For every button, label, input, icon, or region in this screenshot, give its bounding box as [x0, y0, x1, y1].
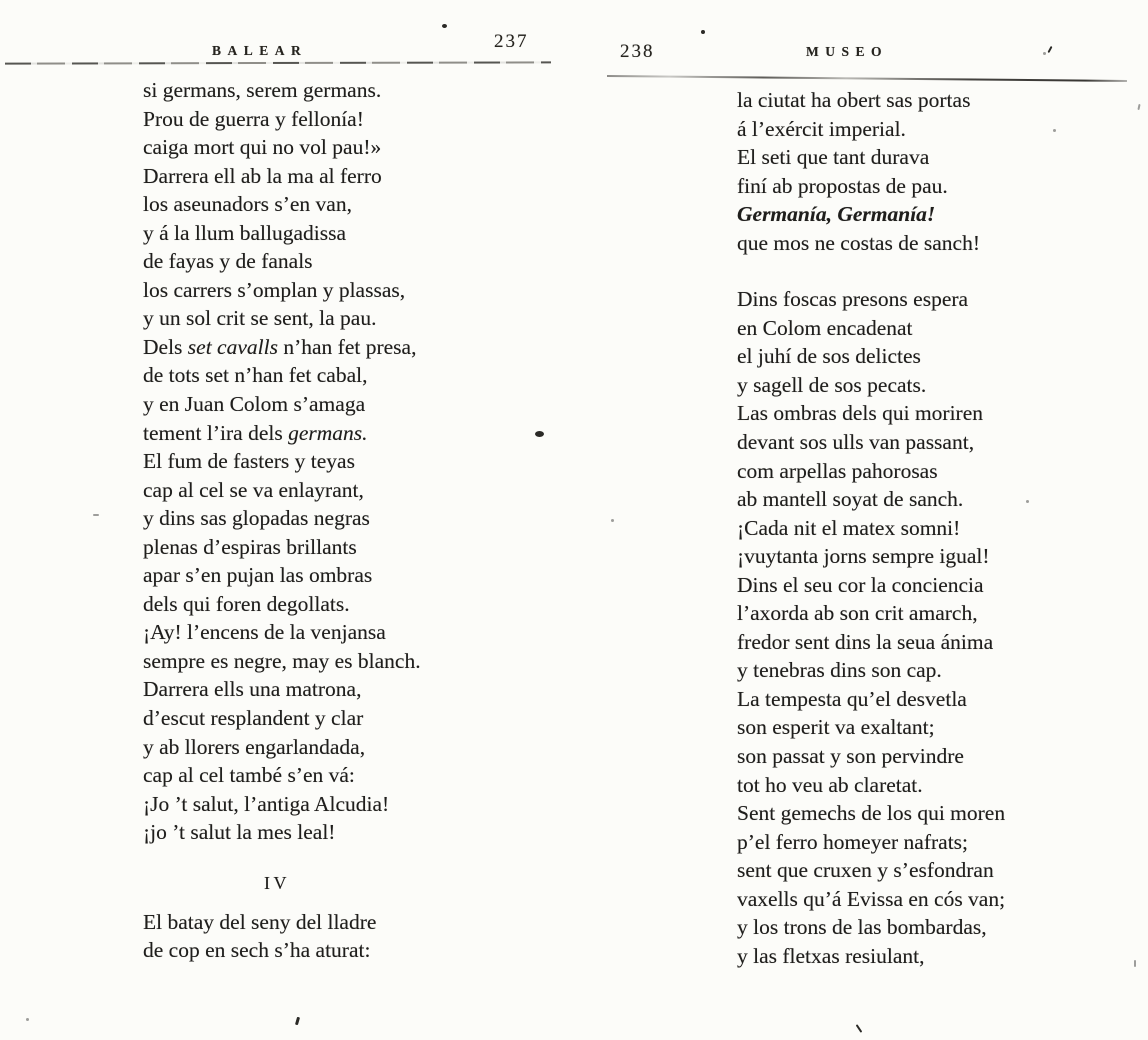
poem-emphasis: germans. — [288, 420, 368, 445]
poem-line — [143, 105, 573, 134]
poem-line — [143, 936, 573, 965]
poem-text: y ab llorers engarlandada, — [143, 734, 366, 759]
left-running-title: BALEAR — [212, 43, 308, 58]
poem-line — [737, 229, 1142, 258]
poem-line — [143, 818, 573, 847]
poem-text: finí ab propostas de pau. — [737, 173, 948, 198]
poem-line — [143, 419, 573, 448]
poem-line — [737, 685, 1142, 714]
section-heading: IV — [264, 872, 290, 893]
poem-line — [143, 276, 573, 305]
poem-text: y dins sas glopadas negras — [143, 506, 370, 531]
poem-emphasis: Germanía, Germanía! — [737, 202, 936, 227]
poem-text: Darrera ell ab la ma al ferro — [143, 163, 382, 188]
poem-text: El fum de fasters y teyas — [143, 449, 355, 474]
poem-text: d’escut resplandent y clar — [143, 706, 364, 731]
poem-line — [737, 856, 1142, 885]
poem-line — [737, 172, 1142, 201]
poem-text: y los trons de las bombardas, — [737, 915, 987, 940]
poem-line — [143, 219, 573, 248]
poem-line — [143, 447, 573, 476]
ink-speck — [442, 24, 447, 28]
ink-speck — [856, 1024, 863, 1033]
poem-text: ab mantell soyat de sanch. — [737, 487, 964, 512]
poem-text: y en Juan Colom s’amaga — [143, 392, 366, 417]
poem-line — [143, 618, 573, 647]
poem-line — [143, 304, 573, 333]
poem-line — [737, 514, 1142, 543]
poem-line — [143, 675, 573, 704]
poem-line — [143, 76, 573, 105]
poem-text: La tempesta qu’el desvetla — [737, 686, 967, 711]
poem-text: si germans, serem germans. — [143, 78, 382, 102]
poem-text: y un sol crit se sent, la pau. — [143, 306, 377, 331]
poem-text: dels qui foren degollats. — [143, 591, 350, 616]
poem-text: Dels — [143, 334, 188, 359]
left-stanza-2 — [143, 908, 573, 965]
poem-text: cap al cel se va enlayrant, — [143, 477, 364, 502]
poem-line — [143, 333, 573, 362]
poem-text: los carrers s’omplan y plassas, — [143, 277, 406, 302]
poem-line — [737, 885, 1142, 914]
poem-line — [737, 314, 1142, 343]
poem-line — [143, 533, 573, 562]
poem-text: sent que cruxen y s’esfondran — [737, 858, 994, 883]
poem-text: ¡jo ’t salut la mes leal! — [143, 820, 336, 845]
right-page-number: 238 — [620, 41, 655, 62]
poem-text: y á la llum ballugadissa — [143, 220, 347, 245]
poem-text: de tots set n’han fet cabal, — [143, 363, 368, 388]
poem-text: tement l’ira dels — [143, 420, 289, 445]
poem-line — [143, 761, 573, 790]
poem-line — [737, 428, 1142, 457]
poem-line — [737, 571, 1142, 600]
poem-line — [143, 190, 573, 219]
poem-line — [143, 504, 573, 533]
poem-line — [737, 913, 1142, 942]
poem-text: ¡vuytanta jorns sempre igual! — [737, 544, 990, 569]
right-header-rule — [607, 75, 1127, 82]
poem-text: cap al cel també s’en vá: — [143, 763, 355, 788]
poem-text: la ciutat ha obert sas portas — [737, 88, 971, 112]
left-header-rule — [5, 61, 551, 64]
poem-text: com arpellas pahorosas — [737, 458, 938, 483]
poem-text: y sagell de sos pecats. — [737, 372, 927, 397]
poem-text: Darrera ells una matrona, — [143, 677, 362, 702]
poem-line — [737, 115, 1142, 144]
poem-line — [143, 704, 573, 733]
poem-text: los aseunadors s’en van, — [143, 192, 352, 217]
poem-line — [737, 599, 1142, 628]
ink-speck — [1026, 500, 1029, 503]
poem-text: y tenebras dins son cap. — [737, 658, 942, 683]
poem-text: sempre es negre, may es blanch. — [143, 648, 421, 673]
right-stanza-1 — [737, 86, 1142, 257]
poem-text: Sent gemechs de los qui moren — [737, 801, 1006, 826]
poem-text: tot ho veu ab claretat. — [737, 772, 923, 797]
poem-line — [737, 143, 1142, 172]
poem-text: de cop en sech s’ha aturat: — [143, 938, 371, 963]
poem-text: Las ombras dels qui moriren — [737, 401, 984, 426]
poem-text: apar s’en pujan las ombras — [143, 563, 373, 588]
ink-speck — [1047, 46, 1052, 53]
poem-text: vaxells qu’á Evissa en cós van; — [737, 886, 1006, 911]
poem-line — [737, 656, 1142, 685]
ink-speck — [93, 514, 99, 516]
poem-line — [737, 200, 1142, 229]
poem-line — [143, 476, 573, 505]
poem-text: y las fletxas resiulant, — [737, 943, 925, 968]
poem-line — [737, 628, 1142, 657]
poem-text: devant sos ulls van passant, — [737, 430, 975, 455]
poem-line — [737, 285, 1142, 314]
poem-text: plenas d’espiras brillants — [143, 534, 357, 559]
right-running-title: MUSEO — [806, 44, 889, 59]
poem-line — [143, 162, 573, 191]
poem-line — [737, 399, 1142, 428]
poem-line — [737, 771, 1142, 800]
ink-speck — [535, 431, 544, 437]
poem-line — [143, 590, 573, 619]
poem-line — [143, 133, 573, 162]
poem-line — [737, 828, 1142, 857]
poem-text: l’axorda ab son crit amarch, — [737, 601, 978, 626]
ink-speck — [1134, 960, 1136, 967]
poem-line — [737, 485, 1142, 514]
poem-line — [143, 908, 573, 937]
ink-speck — [295, 1017, 300, 1026]
poem-text: n’han fet presa, — [277, 334, 417, 359]
ink-speck — [1043, 52, 1046, 55]
ink-speck — [1053, 129, 1056, 132]
poem-text: el juhí de sos delictes — [737, 344, 921, 369]
poem-line — [737, 713, 1142, 742]
poem-text: ¡Jo ’t salut, l’antiga Alcudia! — [143, 791, 390, 816]
poem-line — [737, 942, 1142, 971]
poem-text: ¡Cada nit el matex somni! — [737, 515, 961, 540]
left-poem-column — [143, 76, 573, 965]
left-page-number: 237 — [494, 31, 529, 52]
poem-line — [143, 361, 573, 390]
poem-text: ¡Ay! l’encens de la venjansa — [143, 620, 386, 645]
stanza-gap — [737, 257, 1142, 285]
left-stanza-1 — [143, 76, 573, 847]
poem-line — [737, 457, 1142, 486]
poem-line — [737, 86, 1142, 115]
poem-emphasis: set cavalls — [187, 334, 278, 359]
poem-text: de fayas y de fanals — [143, 249, 313, 274]
poem-line — [143, 790, 573, 819]
poem-line — [737, 799, 1142, 828]
right-stanza-2 — [737, 285, 1142, 970]
poem-text: que mos ne costas de sanch! — [737, 230, 980, 255]
poem-line — [143, 733, 573, 762]
poem-text: son esperit va exaltant; — [737, 715, 935, 740]
poem-line — [143, 390, 573, 419]
poem-text: son passat y son pervindre — [737, 744, 964, 769]
poem-text: p’el ferro homeyer nafrats; — [737, 829, 969, 854]
poem-text: en Colom encadenat — [737, 315, 913, 340]
poem-line — [143, 247, 573, 276]
poem-line — [737, 542, 1142, 571]
poem-text: El seti que tant durava — [737, 145, 930, 170]
poem-line — [737, 371, 1142, 400]
right-poem-column — [737, 86, 1142, 970]
poem-text: fredor sent dins la seua ánima — [737, 629, 994, 654]
ink-speck — [611, 519, 614, 522]
poem-line — [737, 342, 1142, 371]
poem-line — [143, 561, 573, 590]
poem-line — [737, 742, 1142, 771]
poem-text: Dins el seu cor la conciencia — [737, 572, 984, 597]
ink-speck — [26, 1018, 29, 1021]
ink-speck — [701, 30, 705, 34]
poem-line — [143, 647, 573, 676]
poem-text: Prou de guerra y fellonía! — [143, 106, 364, 131]
poem-text: El batay del seny del lladre — [143, 909, 377, 934]
poem-text: Dins foscas presons espera — [737, 287, 969, 312]
poem-text: caiga mort qui no vol pau!» — [143, 135, 382, 160]
poem-text: á l’exércit imperial. — [737, 116, 906, 141]
